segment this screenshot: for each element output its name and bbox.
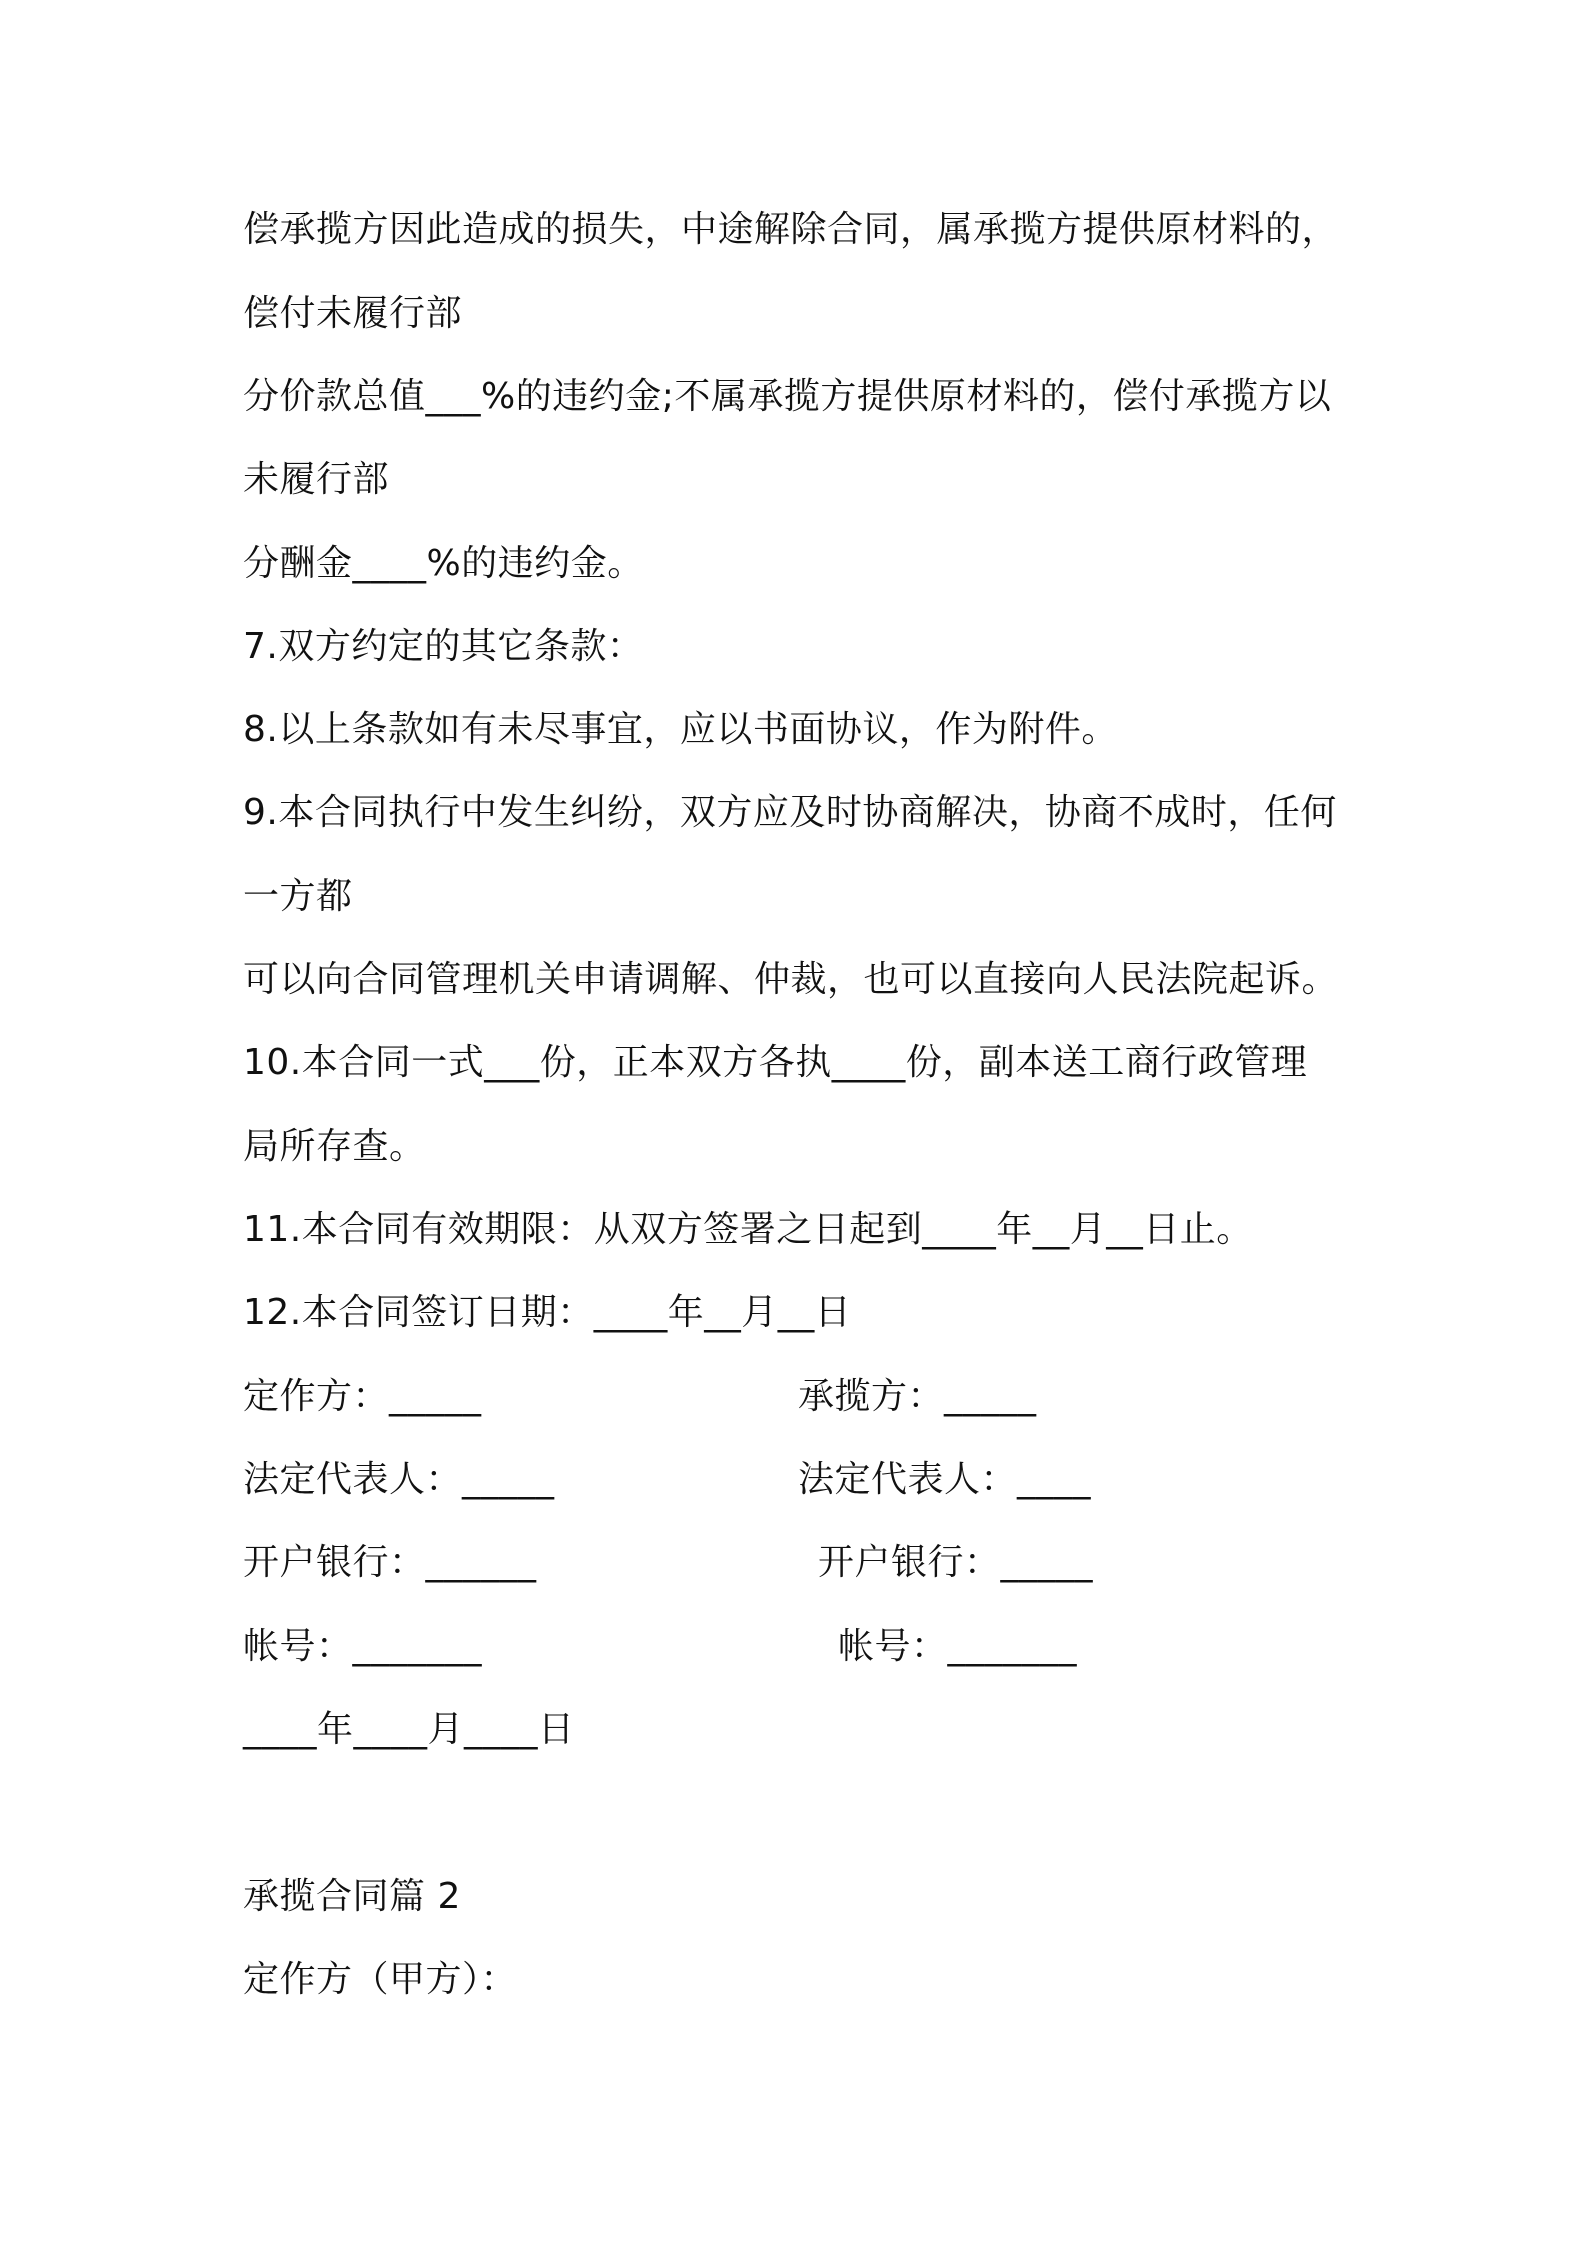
- clause-10: 10.本合同一式___份，正本双方各执____份，副本送工商行政管理: [243, 1042, 1308, 1083]
- sig-left-bank: 开户银行：______: [243, 1542, 537, 1583]
- clause-11: 11.本合同有效期限：从双方签署之日起到____年__月__日止。: [243, 1209, 1253, 1250]
- clause-10-cont: 局所存查。: [243, 1126, 426, 1167]
- sig-left-party: 定作方：_____: [243, 1376, 482, 1417]
- sig-left-account: 帐号：_______: [243, 1626, 483, 1667]
- section-title: 承揽合同篇 2: [243, 1876, 461, 1917]
- sig-right-party: 承揽方：_____: [798, 1376, 1037, 1417]
- sig-date: ____年____月____日: [243, 1709, 575, 1750]
- body-line-3: 分价款总值___%的违约金;不属承揽方提供原材料的，偿付承揽方以: [243, 376, 1332, 417]
- body-line-1: 偿承揽方因此造成的损失，中途解除合同，属承揽方提供原材料的，: [243, 209, 1339, 250]
- clause-9-cont: 一方都: [243, 876, 353, 917]
- sig-left-rep: 法定代表人：_____: [243, 1459, 555, 1500]
- clause-8: 8.以上条款如有未尽事宜，应以书面协议，作为附件。: [243, 709, 1118, 750]
- clause-7: 7.双方约定的其它条款：: [243, 626, 644, 667]
- sig-right-account: 帐号：_______: [838, 1626, 1078, 1667]
- body-line-4: 未履行部: [243, 459, 390, 500]
- sig-right-rep: 法定代表人：____: [798, 1459, 1092, 1500]
- sig-right-bank: 开户银行：_____: [818, 1542, 1094, 1583]
- clause-9: 9.本合同执行中发生纠纷，双方应及时协商解决，协商不成时，任何: [243, 792, 1337, 833]
- body-line-5: 分酬金____%的违约金。: [243, 543, 644, 584]
- clause-9-cont-2: 可以向合同管理机关申请调解、仲裁，也可以直接向人民法院起诉。: [243, 959, 1339, 1000]
- clause-12: 12.本合同签订日期：____年__月__日: [243, 1292, 852, 1333]
- party-a-label: 定作方（甲方）：: [243, 1959, 518, 2000]
- body-line-2: 偿付未履行部: [243, 293, 463, 334]
